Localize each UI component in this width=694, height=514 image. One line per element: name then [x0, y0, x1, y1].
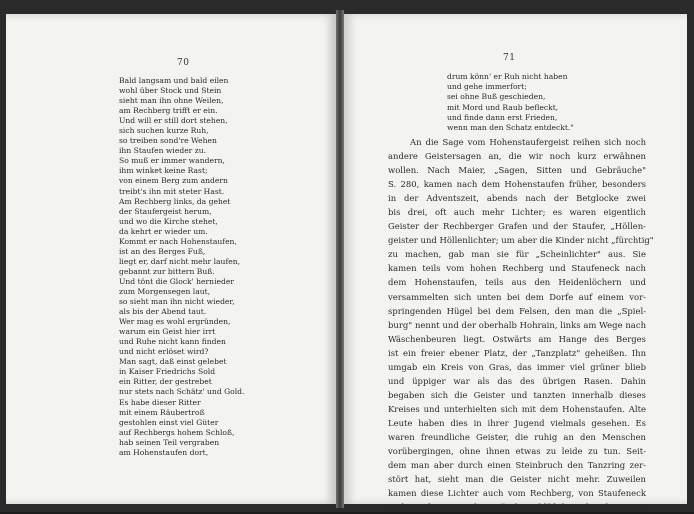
text-line: umgab ein Kreis von Gras, das immer viel grüner blieb: [388, 361, 646, 372]
text-line: vorübergingen, ohne ihnen etwas zu leide zu tun. Seit-: [388, 446, 646, 457]
poem-line: Kommt er nach Hohenstaufen,: [119, 236, 237, 246]
poem-line: liegt er, darf nicht mehr laufen,: [119, 256, 241, 266]
poem-line: zum Morgensegen laut,: [119, 286, 211, 296]
poem-line: am Hohenstaufen dort,: [119, 447, 209, 457]
text-line: zu machen, gab man sie für „Scheinlichter" aus. Sie: [388, 249, 646, 260]
poem-line: warum ein Geist hier irrt: [119, 327, 216, 337]
text-line: springenden Hügel bei dem Felsen, den man die „Spiel-: [388, 305, 646, 316]
text-line: Kreises und unterhielten sich mit dem Hohenstaufen. Alte: [388, 403, 646, 414]
poem-line: Wer mag es wohl ergründen,: [119, 317, 231, 327]
poem-line: sieht man ihn ohne Weilen,: [119, 96, 224, 106]
page-number-left: 70: [177, 58, 190, 68]
page-number-right: 71: [503, 53, 516, 63]
poem-line: gestohlen einst viel Güter: [119, 417, 219, 427]
poem-line: Am Rechberg links, da gehet: [119, 196, 231, 206]
poem-line: der Staufergeist herum,: [119, 206, 212, 216]
poem-line: mit einem Räubertroß: [119, 407, 205, 417]
poem-line: in Kaiser Friedrichs Sold: [119, 367, 216, 377]
text-line: versammelten sich unten bei dem Dorfe auf einem vor-: [388, 291, 646, 302]
poem-line: von einem Berg zum andern: [119, 176, 228, 186]
text-line: stört hat, sieht man die Geister nicht mehr. Zuweilen: [388, 474, 646, 485]
poem-line: und wo die Kirche stehet,: [119, 216, 218, 226]
poem-line: auf Rechbergs hohem Schloß,: [119, 427, 235, 437]
poem-line: und gehe immerfort;: [447, 82, 527, 92]
poem-line: ein Ritter, der gestrebet: [119, 377, 212, 387]
poem-line: nur stets nach Schätz' und Gold.: [119, 387, 245, 397]
text-line: burg" nennt und der oberhalb Hohrain, links am Wege nach: [388, 319, 646, 330]
poem-line: sich suchen kurze Ruh,: [119, 126, 209, 136]
poem-continuation: [119, 76, 244, 458]
poem-line: so sieht man ihn nicht wieder,: [119, 297, 235, 307]
text-line: in der Adventszeit, abends nach der Betglocke zwei: [388, 193, 646, 204]
text-line: Wäschenbeuren liegt. Ostwärts am Hange des Berges: [388, 333, 646, 344]
poem-line: sei ohne Buß geschieden,: [447, 92, 546, 102]
right-page: [344, 14, 687, 513]
poem-line: ihn Staufen wieder zu.: [119, 146, 207, 156]
text-line: waren freundliche Geister, die ruhig an den Menschen: [388, 431, 646, 442]
poem-line: treibt's ihn mit steter Hast.: [119, 186, 225, 196]
text-line: geister und Höllenlichter; um aber die Kinder nicht „fürchtig": [388, 235, 654, 246]
text-line: andere Geistersagen an, die wir noch kurz erwähnen: [388, 151, 646, 162]
text-line: und üppiger war als das des übrigen Rasen. Dahin: [388, 375, 646, 386]
poem-line: gebannt zur bittern Buß.: [119, 266, 215, 276]
poem-line: drum könn' er Ruh nicht haben: [447, 72, 568, 81]
text-line: begaben sich die Geister und tanzten innerhalb dieses: [388, 389, 646, 400]
poem-line: als bis der Abend taut.: [119, 307, 207, 317]
left-page: [6, 14, 336, 504]
poem-line: wenn man den Schatz entdeckt.": [447, 123, 574, 133]
poem-line: hab seinen Teil vergraben: [119, 437, 220, 447]
text-line: und Staufen zum nahen Wäscherschlößchen, der alten Burg: [388, 502, 646, 513]
prose-paragraph: [388, 135, 654, 514]
text-line: Leute haben dies in ihrer Jugend vielmals gesehen. Es: [388, 417, 646, 428]
text-line: bis drei, oft auch mehr Lichter; es waren eigentlich: [388, 207, 646, 218]
book-gutter: [336, 10, 344, 508]
poem-line: Es habe dieser Ritter: [119, 397, 201, 407]
poem-line: Man sagt, daß einst gelebet: [119, 357, 227, 367]
poem-line: So muß er immer wandern,: [119, 156, 225, 166]
text-line: dem Hohenstaufen, teils aus den Heidenlöchern und: [388, 277, 646, 288]
poem-line: Und will er still dort stehen,: [119, 116, 228, 126]
text-line: kamen teils vom hohen Rechberg und Staufeneck nach: [388, 263, 646, 274]
poem-line: wohl über Stock und Stein: [119, 86, 222, 96]
poem-line: Und tönt die Glock' hernieder: [119, 276, 234, 286]
text-line: dem man aber durch einen Steinbruch den Tanzring zer-: [388, 460, 646, 471]
poem-line: Bald langsam und bald eilen: [119, 76, 229, 85]
poem-line: am Rechberg trifft er ein.: [119, 106, 218, 116]
text-line: wollen. Nach Maier, „Sagen, Sitten und Gebräuche": [388, 165, 646, 176]
poem-line: mit Mord und Raub befleckt,: [447, 102, 559, 112]
poem-line: ihm winket keine Rast;: [119, 166, 208, 176]
poem-line: und finde dann erst Frieden,: [447, 112, 558, 122]
text-line: Geister der Rechberger Grafen und der Staufer, „Höllen-: [388, 221, 646, 232]
poem-line: so treiben sond're Wehen: [119, 136, 217, 146]
poem-ending: [447, 72, 574, 133]
poem-line: ist an des Berges Fuß,: [119, 246, 206, 256]
poem-line: und nicht erlöset wird?: [119, 347, 209, 357]
text-line: An die Sage vom Hohenstaufergeist reihen sich noch: [410, 137, 646, 147]
poem-line: und Ruhe nicht kann finden: [119, 337, 226, 347]
text-line: S. 280, kamen nach dem Hohenstaufen früher, besonders: [388, 179, 646, 190]
text-line: kamen diese Lichter auch vom Rechberg, von Staufeneck: [388, 488, 646, 499]
poem-line: da kehrt er wieder um.: [119, 226, 208, 236]
text-line: ist ein freier ebener Platz, der „Tanzplatz" geheißen. Ihn: [388, 347, 646, 358]
